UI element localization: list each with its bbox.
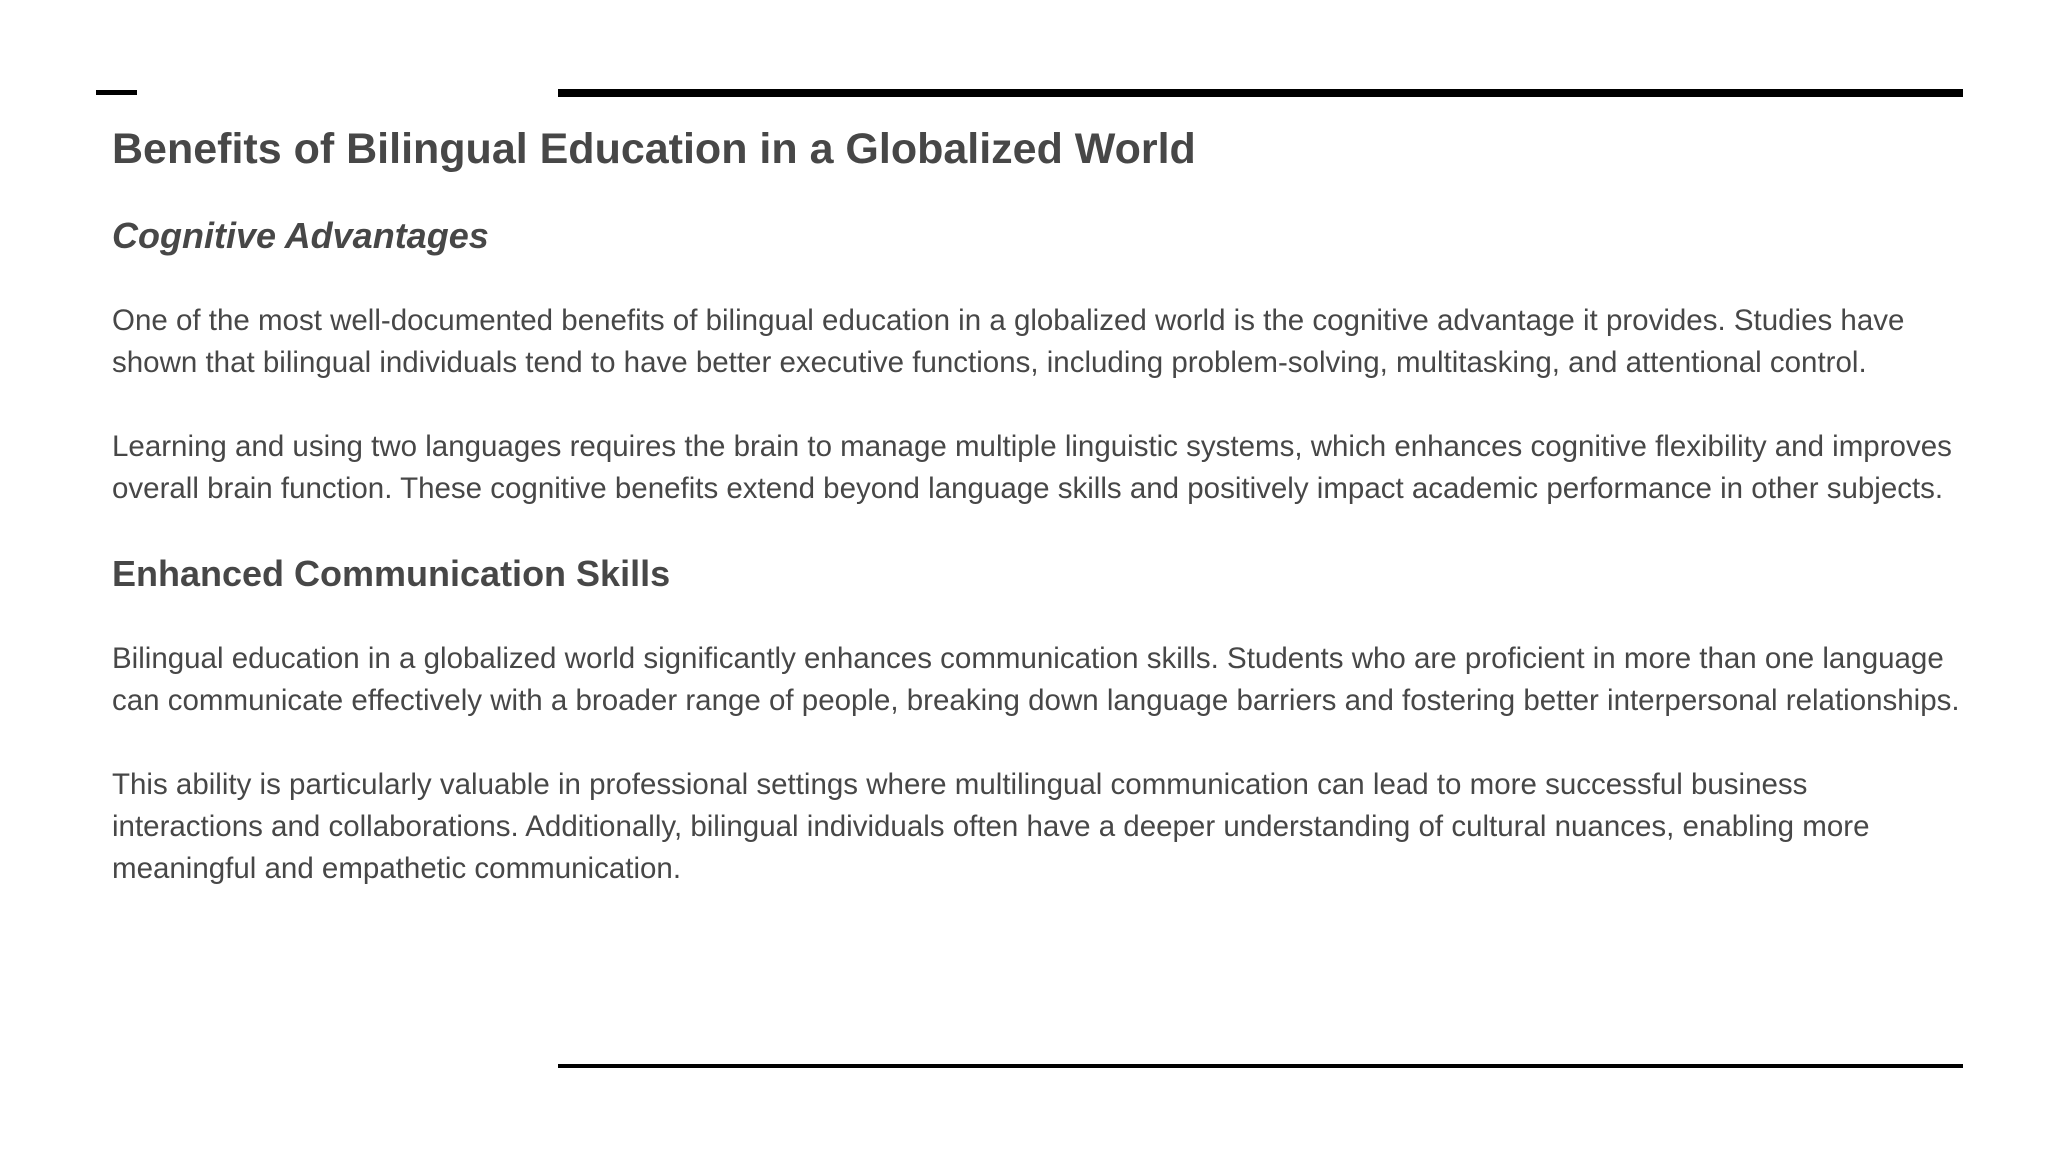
top-rule xyxy=(558,89,1963,97)
paragraph: This ability is particularly valuable in professional settings where multilingual communication can lead to more successful business interactions and collaborations. Additionally, bilingual individuals often have a deeper understanding of cultural nuances, enabling more meaningful and empathetic communication. xyxy=(112,768,1870,885)
paragraph: One of the most well-documented benefits of bilingual education in a globalized world is the cognitive advantage it provides. Studies have shown that bilingual individuals tend to have better executive functions, including problem-solving, multitasking, and attentional control. xyxy=(112,304,1905,379)
page-title: Benefits of Bilingual Education in a Globalized World xyxy=(112,125,1196,173)
section-heading: Enhanced Communication Skills xyxy=(112,553,671,594)
slide-content xyxy=(112,120,1962,890)
paragraph: Learning and using two languages requires the brain to manage multiple linguistic systems, which enhances cognitive flexibility and improves overall brain function. These cognitive benefits extend beyond language skills and positively impact academic performance in other subjects. xyxy=(112,430,1952,505)
section-communication-skills xyxy=(112,550,1962,890)
section-heading: Cognitive Advantages xyxy=(112,215,489,256)
paragraph: Bilingual education in a globalized world significantly enhances communication skills. Students who are proficient in more than one language can communicate effectively with a broader range of people, breaking down language barriers and fostering better interpersonal relationships. xyxy=(112,642,1960,717)
bottom-rule xyxy=(558,1064,1963,1068)
section-cognitive-advantages xyxy=(112,212,1962,510)
accent-rule-short xyxy=(96,90,137,95)
